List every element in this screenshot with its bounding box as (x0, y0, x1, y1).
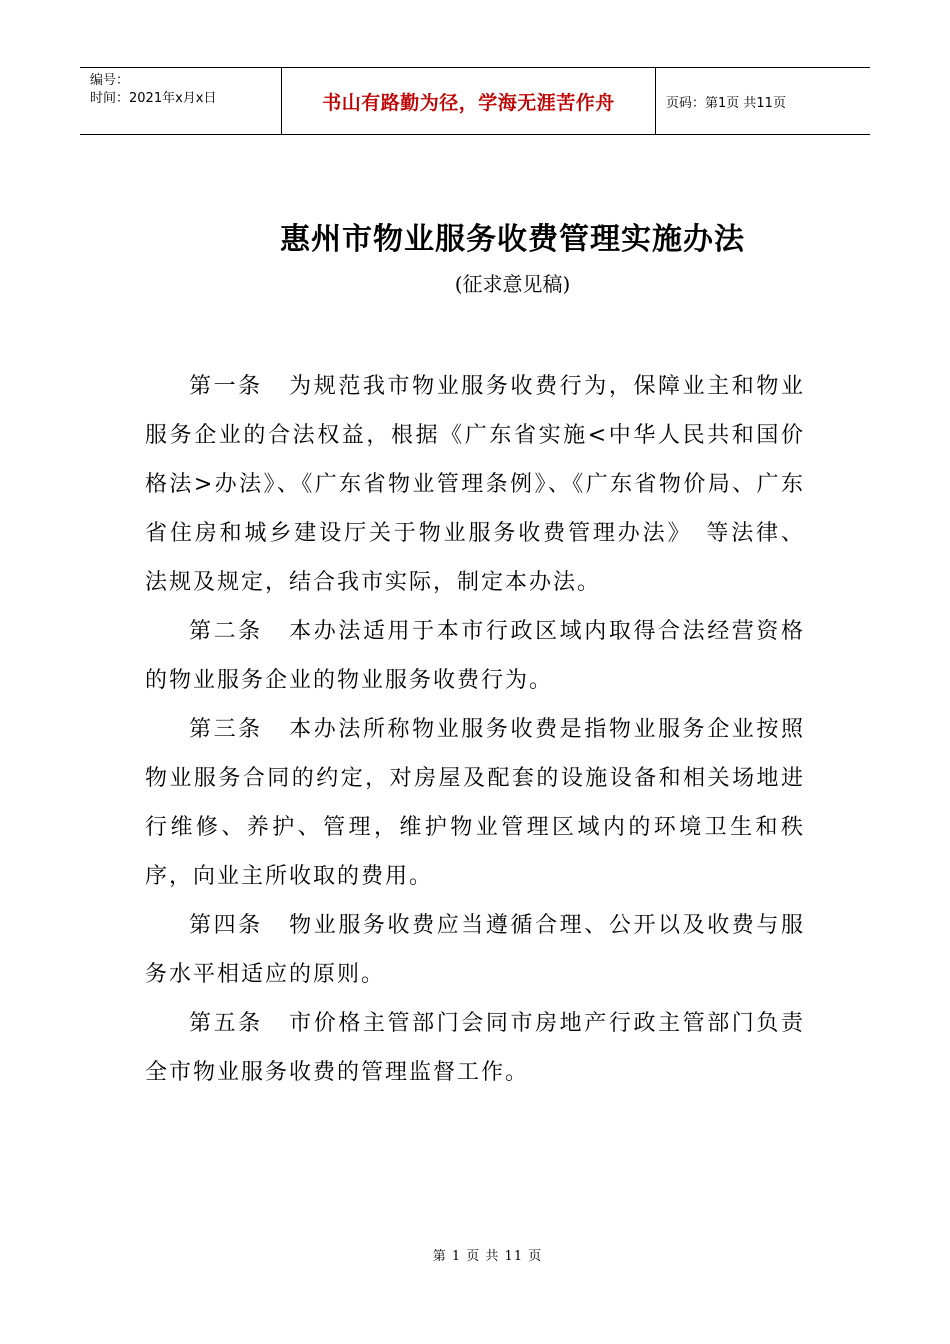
article-number: 第五条 (189, 1011, 263, 1036)
article-number: 第四条 (189, 913, 263, 938)
document-body (145, 362, 805, 1097)
article-number: 第一条 (189, 374, 263, 399)
motto-text: 书山有路勤为径，学海无涯苦作舟 (322, 91, 615, 114)
header-page-cell (656, 68, 870, 134)
article-number: 第二条 (189, 619, 263, 644)
page-info: 页码：第1页 共11页 (666, 95, 786, 111)
document-subtitle: (征求意见稿) (454, 272, 571, 296)
header-motto-cell (282, 68, 656, 134)
article-paragraph (145, 901, 805, 999)
header-meta-cell (80, 68, 282, 134)
header-table (80, 67, 870, 135)
article-text: 物业服务收费应当遵循合理、公开以及收费与服务水平相适应的原则。 (145, 913, 805, 987)
article-text: 为规范我市物业服务收费行为，保障业主和物业服务企业的合法权益，根据《广东省实施<中华人民共和国价格法>办法》、《广东省物业管理条例》、《广东省物价局、广东省住房和城乡建设厅关于物业服务收费管理办法》 等法律、法规及规定，结合我市实际，制定本办法。 (145, 374, 805, 595)
article-text: 本办法所称物业服务收费是指物业服务企业按照物业服务合同的约定，对房屋及配套的设施设备和相关场地进行维修、养护、管理，维护物业管理区域内的环境卫生和秩序，向业主所收取的费用。 (145, 717, 805, 889)
article-text: 市价格主管部门会同市房地产行政主管部门负责全市物业服务收费的管理监督工作。 (145, 1011, 805, 1085)
serial-number-label: 编号： (90, 73, 130, 88)
article-paragraph (145, 705, 805, 901)
article-paragraph (145, 607, 805, 705)
page-footer: 第 1 页 共 11 页 (432, 1249, 543, 1264)
article-paragraph (145, 999, 805, 1097)
article-text: 本办法适用于本市行政区域内取得合法经营资格的物业服务企业的物业服务收费行为。 (145, 619, 805, 693)
time-label: 时间：2021年x月x日 (90, 91, 217, 106)
article-paragraph (145, 362, 805, 607)
document-title: 惠州市物业服务收费管理实施办法 (280, 222, 745, 257)
article-number: 第三条 (189, 717, 263, 742)
